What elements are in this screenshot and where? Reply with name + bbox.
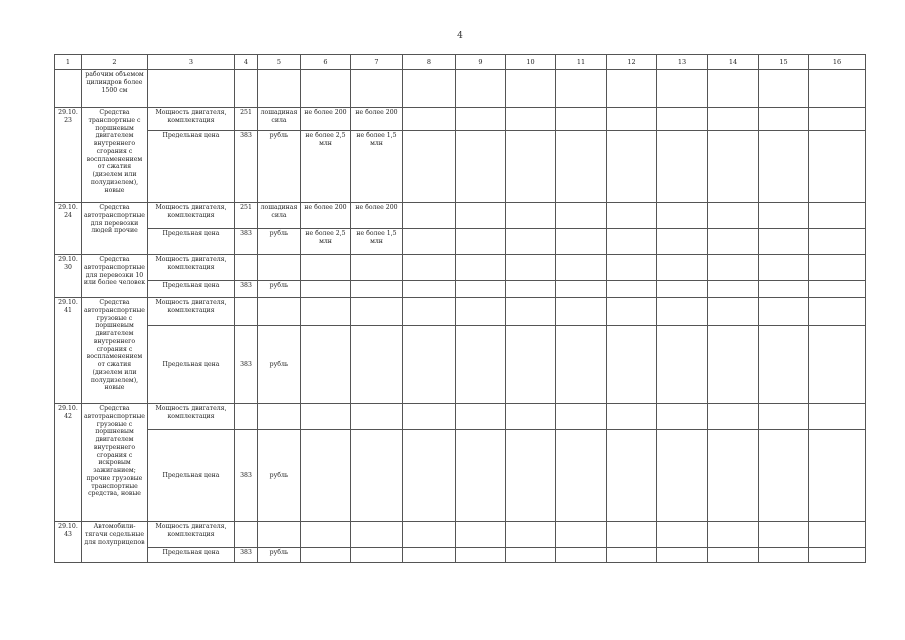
empty-cell xyxy=(607,70,657,108)
table-cell xyxy=(235,298,258,326)
table-cell: лошадиная сила xyxy=(258,203,301,229)
table-cell xyxy=(351,255,403,281)
table-cell xyxy=(258,70,301,108)
empty-cell xyxy=(809,548,866,563)
name-cell: рабочим объемом цилиндров более 1500 см xyxy=(82,70,148,108)
empty-cell xyxy=(456,229,506,255)
table-cell: Мощность двигателя, комплектация xyxy=(148,255,235,281)
table-row xyxy=(55,430,866,522)
empty-cell xyxy=(556,255,607,281)
table-cell xyxy=(301,281,351,298)
empty-cell xyxy=(708,281,759,298)
table-cell xyxy=(235,522,258,548)
table-cell: 383 xyxy=(235,131,258,203)
table-cell: Предельная цена xyxy=(148,430,235,522)
empty-cell xyxy=(456,281,506,298)
column-header: 9 xyxy=(456,55,506,70)
empty-cell xyxy=(759,298,809,326)
empty-cell xyxy=(403,255,456,281)
table-cell xyxy=(351,281,403,298)
empty-cell xyxy=(759,131,809,203)
table-row xyxy=(55,281,866,298)
table-cell: не более 2,5 млн xyxy=(301,131,351,203)
column-header: 10 xyxy=(506,55,556,70)
empty-cell xyxy=(657,298,708,326)
table-cell: Мощность двигателя, комплектация xyxy=(148,522,235,548)
empty-cell xyxy=(556,326,607,404)
empty-cell xyxy=(607,229,657,255)
table-cell: Предельная цена xyxy=(148,326,235,404)
empty-cell xyxy=(759,522,809,548)
empty-cell xyxy=(506,131,556,203)
table-row xyxy=(55,108,866,131)
empty-cell xyxy=(456,298,506,326)
empty-cell xyxy=(657,522,708,548)
column-header: 14 xyxy=(708,55,759,70)
empty-cell xyxy=(506,70,556,108)
table-cell xyxy=(258,255,301,281)
empty-cell xyxy=(759,70,809,108)
empty-cell xyxy=(456,326,506,404)
empty-cell xyxy=(556,229,607,255)
column-header: 6 xyxy=(301,55,351,70)
empty-cell xyxy=(657,108,708,131)
empty-cell xyxy=(657,281,708,298)
column-header: 2 xyxy=(82,55,148,70)
column-header: 4 xyxy=(235,55,258,70)
empty-cell xyxy=(809,203,866,229)
empty-cell xyxy=(708,203,759,229)
empty-cell xyxy=(708,548,759,563)
empty-cell xyxy=(759,404,809,430)
table-cell: не более 200 xyxy=(301,203,351,229)
table-cell: Мощность двигателя, комплектация xyxy=(148,298,235,326)
empty-cell xyxy=(809,430,866,522)
empty-cell xyxy=(506,229,556,255)
table-row xyxy=(55,548,866,563)
empty-cell xyxy=(809,108,866,131)
empty-cell xyxy=(657,430,708,522)
empty-cell xyxy=(708,298,759,326)
empty-cell xyxy=(556,404,607,430)
table-cell: 383 xyxy=(235,430,258,522)
empty-cell xyxy=(506,255,556,281)
empty-cell xyxy=(607,203,657,229)
code-cell: 29.10. 30 xyxy=(55,255,82,298)
table-cell xyxy=(258,522,301,548)
empty-cell xyxy=(657,70,708,108)
empty-cell xyxy=(506,298,556,326)
empty-cell xyxy=(708,229,759,255)
name-cell: Средства автотранспортные грузовые с поршневым двигателем внутреннего сгорания с воспламенением от сжатия (дизелем или полудизелем), новые xyxy=(82,298,148,404)
empty-cell xyxy=(759,255,809,281)
table-cell: 383 xyxy=(235,281,258,298)
table-cell: Мощность двигателя, комплектация xyxy=(148,203,235,229)
table-row xyxy=(55,522,866,548)
empty-cell xyxy=(556,298,607,326)
table-cell: рубль xyxy=(258,548,301,563)
empty-cell xyxy=(759,326,809,404)
empty-cell xyxy=(556,281,607,298)
column-header: 15 xyxy=(759,55,809,70)
table-cell: рубль xyxy=(258,326,301,404)
table-cell: не более 200 xyxy=(351,108,403,131)
empty-cell xyxy=(556,522,607,548)
table-row xyxy=(55,70,866,108)
empty-cell xyxy=(456,131,506,203)
table-cell xyxy=(258,404,301,430)
empty-cell xyxy=(607,326,657,404)
empty-cell xyxy=(506,108,556,131)
table-row xyxy=(55,404,866,430)
empty-cell xyxy=(456,255,506,281)
empty-cell xyxy=(556,430,607,522)
empty-cell xyxy=(456,548,506,563)
table-cell: Предельная цена xyxy=(148,131,235,203)
table-row xyxy=(55,255,866,281)
empty-cell xyxy=(506,430,556,522)
empty-cell xyxy=(708,430,759,522)
table-cell: не более 1,5 млн xyxy=(351,131,403,203)
empty-cell xyxy=(759,203,809,229)
empty-cell xyxy=(708,522,759,548)
empty-cell xyxy=(403,298,456,326)
empty-cell xyxy=(607,548,657,563)
table-row xyxy=(55,203,866,229)
table-cell: рубль xyxy=(258,281,301,298)
table-cell: лошадиная сила xyxy=(258,108,301,131)
empty-cell xyxy=(556,548,607,563)
empty-cell xyxy=(809,326,866,404)
empty-cell xyxy=(708,255,759,281)
table-cell xyxy=(235,70,258,108)
table-cell: не более 2,5 млн xyxy=(301,229,351,255)
table-cell xyxy=(301,404,351,430)
column-header: 11 xyxy=(556,55,607,70)
table-cell: Предельная цена xyxy=(148,229,235,255)
empty-cell xyxy=(403,430,456,522)
empty-cell xyxy=(607,255,657,281)
empty-cell xyxy=(657,229,708,255)
empty-cell xyxy=(657,404,708,430)
name-cell: Средства транспортные с поршневым двигателем внутреннего сгорания с воспламенением от сжатия (дизелем или полудизелем), новые xyxy=(82,108,148,203)
empty-cell xyxy=(403,70,456,108)
name-cell: Средства автотранспортные грузовые с поршневым двигателем внутреннего сгорания с искровым зажиганием; прочие грузовые транспортные средства, новые xyxy=(82,404,148,522)
table-cell xyxy=(301,430,351,522)
table-cell: 251 xyxy=(235,203,258,229)
column-header: 12 xyxy=(607,55,657,70)
code-cell: 29.10. 43 xyxy=(55,522,82,563)
empty-cell xyxy=(506,281,556,298)
table-cell xyxy=(351,522,403,548)
empty-cell xyxy=(607,298,657,326)
table-cell: 251 xyxy=(235,108,258,131)
name-cell: Средства автотранспортные для перевозки 10 или более человек xyxy=(82,255,148,298)
empty-cell xyxy=(403,229,456,255)
column-header: 8 xyxy=(403,55,456,70)
table-cell: 383 xyxy=(235,326,258,404)
table-row xyxy=(55,131,866,203)
table-cell xyxy=(148,70,235,108)
empty-cell xyxy=(506,522,556,548)
table-cell xyxy=(351,548,403,563)
table-cell xyxy=(301,548,351,563)
empty-cell xyxy=(556,108,607,131)
empty-cell xyxy=(607,131,657,203)
empty-cell xyxy=(708,404,759,430)
column-header: 1 xyxy=(55,55,82,70)
empty-cell xyxy=(657,203,708,229)
column-header: 16 xyxy=(809,55,866,70)
empty-cell xyxy=(657,326,708,404)
empty-cell xyxy=(403,131,456,203)
empty-cell xyxy=(708,70,759,108)
code-cell: 29.10. 24 xyxy=(55,203,82,255)
table-cell: 383 xyxy=(235,229,258,255)
empty-cell xyxy=(607,281,657,298)
empty-cell xyxy=(403,203,456,229)
empty-cell xyxy=(456,404,506,430)
empty-cell xyxy=(403,108,456,131)
empty-cell xyxy=(607,108,657,131)
empty-cell xyxy=(809,131,866,203)
empty-cell xyxy=(556,131,607,203)
empty-cell xyxy=(403,281,456,298)
name-cell: Средства автотранспортные для перевозки людей прочие xyxy=(82,203,148,255)
table-cell xyxy=(235,255,258,281)
empty-cell xyxy=(809,404,866,430)
empty-cell xyxy=(759,229,809,255)
empty-cell xyxy=(809,522,866,548)
empty-cell xyxy=(809,281,866,298)
empty-cell xyxy=(809,298,866,326)
empty-cell xyxy=(456,108,506,131)
requirements-table xyxy=(54,54,866,563)
header-row xyxy=(55,55,866,70)
empty-cell xyxy=(657,548,708,563)
column-header: 3 xyxy=(148,55,235,70)
code-cell: 29.10. 41 xyxy=(55,298,82,404)
empty-cell xyxy=(403,522,456,548)
empty-cell xyxy=(809,229,866,255)
table-row xyxy=(55,298,866,326)
table-cell: Мощность двигателя, комплектация xyxy=(148,108,235,131)
table-cell: Мощность двигателя, комплектация xyxy=(148,404,235,430)
empty-cell xyxy=(506,404,556,430)
code-cell xyxy=(55,70,82,108)
table-cell xyxy=(351,70,403,108)
empty-cell xyxy=(506,326,556,404)
empty-cell xyxy=(506,203,556,229)
table-cell xyxy=(351,298,403,326)
empty-cell xyxy=(607,430,657,522)
code-cell: 29.10. 23 xyxy=(55,108,82,203)
empty-cell xyxy=(708,326,759,404)
empty-cell xyxy=(403,548,456,563)
empty-cell xyxy=(403,326,456,404)
empty-cell xyxy=(556,70,607,108)
table-cell: не более 200 xyxy=(301,108,351,131)
empty-cell xyxy=(607,522,657,548)
table-cell: Предельная цена xyxy=(148,548,235,563)
table-row xyxy=(55,326,866,404)
empty-cell xyxy=(759,430,809,522)
table-row xyxy=(55,229,866,255)
table-cell xyxy=(301,522,351,548)
table-cell xyxy=(258,298,301,326)
column-header: 13 xyxy=(657,55,708,70)
code-cell: 29.10. 42 xyxy=(55,404,82,522)
table-cell: не более 1,5 млн xyxy=(351,229,403,255)
empty-cell xyxy=(456,430,506,522)
empty-cell xyxy=(809,70,866,108)
table-cell xyxy=(351,430,403,522)
empty-cell xyxy=(708,108,759,131)
table-cell: не более 200 xyxy=(351,203,403,229)
table-cell xyxy=(301,298,351,326)
table-cell: рубль xyxy=(258,131,301,203)
empty-cell xyxy=(607,404,657,430)
empty-cell xyxy=(456,203,506,229)
empty-cell xyxy=(657,255,708,281)
name-cell: Автомобили-тягачи седельные для полуприцепов xyxy=(82,522,148,563)
column-header: 5 xyxy=(258,55,301,70)
empty-cell xyxy=(759,108,809,131)
table-cell: 383 xyxy=(235,548,258,563)
column-header: 7 xyxy=(351,55,403,70)
page-number: 4 xyxy=(457,31,463,41)
table-cell xyxy=(301,255,351,281)
table-cell xyxy=(301,326,351,404)
table-cell xyxy=(235,404,258,430)
table-cell xyxy=(301,70,351,108)
empty-cell xyxy=(456,522,506,548)
empty-cell xyxy=(759,281,809,298)
table-cell: рубль xyxy=(258,229,301,255)
table-cell xyxy=(351,404,403,430)
empty-cell xyxy=(456,70,506,108)
empty-cell xyxy=(708,131,759,203)
table-cell: рубль xyxy=(258,430,301,522)
empty-cell xyxy=(403,404,456,430)
empty-cell xyxy=(556,203,607,229)
empty-cell xyxy=(809,255,866,281)
table-cell xyxy=(351,326,403,404)
empty-cell xyxy=(506,548,556,563)
table-cell: Предельная цена xyxy=(148,281,235,298)
empty-cell xyxy=(759,548,809,563)
empty-cell xyxy=(657,131,708,203)
